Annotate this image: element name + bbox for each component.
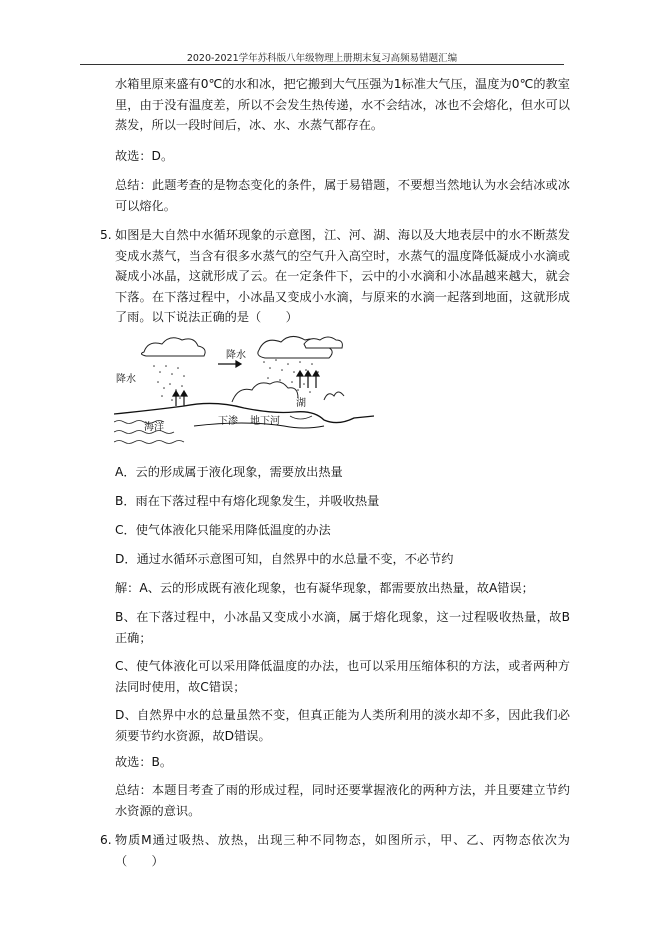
- q6-number: 6.: [100, 833, 112, 847]
- q4-explanation: 水箱里原来盛有0℃的水和冰，把它搬到大气压强为1标准大气压，温度为0℃的教室里，由于没有温度差，所以不会发生热传递，水不会结冰，冰也不会熔化，但水可以蒸发，所以一段时间后，冰、水、水蒸气都存在。: [115, 77, 570, 132]
- header-divider: [80, 64, 564, 65]
- land-surface: [114, 403, 374, 422]
- rain-left-icon: [153, 365, 185, 401]
- forest-icon: [232, 382, 298, 402]
- label-lake: 湖: [296, 398, 306, 409]
- plants-icon: [324, 392, 344, 400]
- q5-option-c: C．使气体液化只能采用降低温度的办法: [115, 523, 331, 537]
- q5-summary: 总结：本题目考查了雨的形成过程，同时还要掌握液化的两种方法，并且要建立节约水资源的意识。: [115, 783, 570, 818]
- q5-option-a: A．云的形成属于液化现象，需要放出热量: [115, 465, 343, 479]
- q5-solution-c: C、使气体液化可以采用降低温度的办法，也可以采用压缩体积的方法，或者两种方法同时使用，故C错误；: [115, 659, 570, 694]
- arrow-right-icon: [236, 361, 241, 367]
- page-header: 2020-2021学年苏科版八年级物理上册期末复习高频易错题汇编: [186, 53, 458, 64]
- label-ocean: 海洋: [144, 422, 164, 433]
- cloud-left-icon: [141, 338, 205, 356]
- q5-stem: 如图是大自然中水循环现象的示意图，江、河、湖、海以及大地表层中的水不断蒸发变成水蒸气，当含有很多水蒸气的空气升入高空时，水蒸气的温度降低凝成小水滴或凝成小冰晶，这就形成了云。在一定条件下，云中的小水滴和小冰晶越来越大，就会下落。在下落过程中，小冰晶又变成小水滴，与原来的水滴一起落到地面，这就形成了雨。以下说法正确的是（ ）: [115, 228, 570, 324]
- q5-solution-b: B、在下落过程中，小冰晶又变成小水滴，属于熔化现象，这一过程吸收热量，故B正确；: [115, 610, 570, 645]
- q5-option-d: D．通过水循环示意图可知，自然界中的水总量不变，不必节约: [115, 552, 454, 566]
- q5-solution-a: 解：A、云的形成既有液化现象，也有凝华现象，都需要放出热量，故A错误；: [115, 581, 534, 595]
- q6-stem: 物质M通过吸热、放热，出现三种不同物态，如图所示，甲、乙、丙物态依次为（ ）: [115, 833, 570, 868]
- label-infiltration: 下渗: [218, 416, 238, 427]
- label-rain-left: 降水: [116, 374, 136, 385]
- label-underground-river: 地下河: [250, 416, 280, 427]
- q4-summary: 总结：此题考查的是物态变化的条件，属于易错题，不要想当然地认为水会结冰或冰可以熔化。: [115, 178, 570, 213]
- lake-icon: [290, 416, 312, 419]
- evaporation-arrow-icon: [173, 391, 179, 396]
- q5-solution-d: D、自然界中水的总量虽然不变，但真正能为人类所利用的淡水却不多，因此我们必须要节约水资源，故D错误。: [115, 708, 570, 743]
- q5-option-b: B．雨在下落过程中有熔化现象发生，并吸收热量: [115, 494, 380, 508]
- q5-answer: 故选：B。: [115, 755, 173, 769]
- q5-number: 5.: [100, 228, 112, 242]
- label-rain-right: 降水: [226, 350, 246, 361]
- q4-answer: 故选：D。: [115, 149, 174, 163]
- water-cycle-figure: [114, 330, 374, 450]
